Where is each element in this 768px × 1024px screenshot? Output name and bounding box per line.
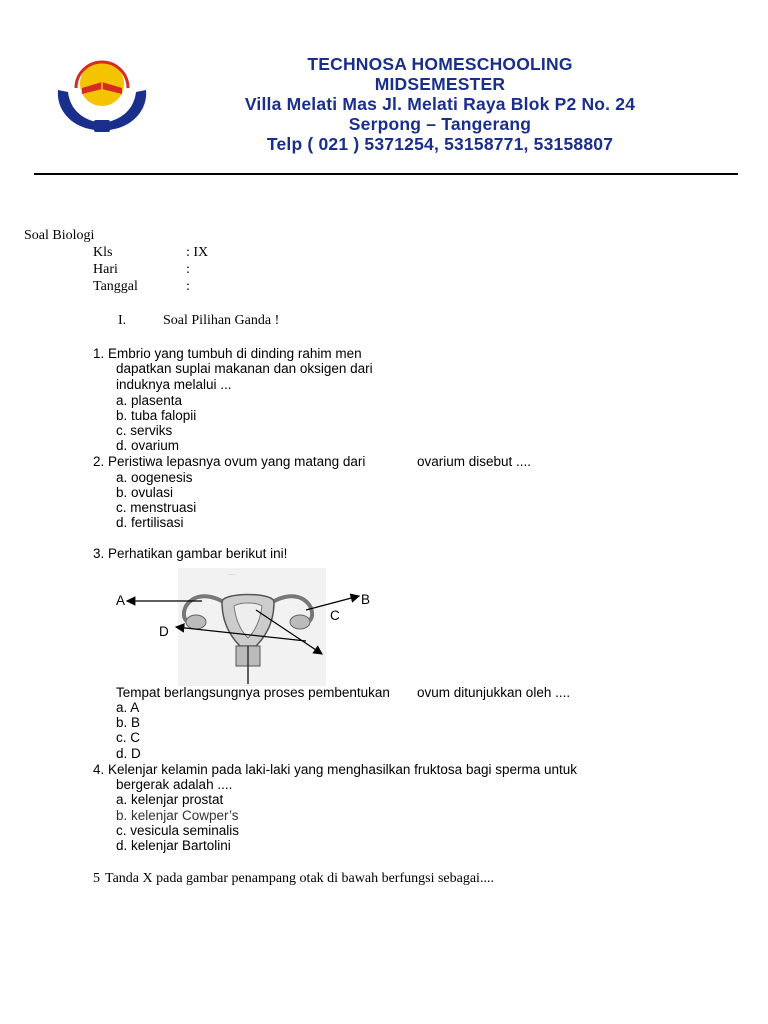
hari-value: : [186, 262, 190, 277]
section-title: Soal Pilihan Ganda ! [163, 313, 280, 328]
q1-number: 1. [93, 346, 105, 361]
kls-label: Kls [93, 245, 113, 260]
q3-option-c: c. C [116, 730, 141, 745]
q2-option-b: b. ovulasi [116, 485, 174, 500]
svg-text:·····: ····· [228, 572, 235, 577]
tanggal-value: : [186, 279, 190, 294]
q3-option-a: a. A [116, 700, 140, 715]
q4-option-a: a. kelenjar prostat [116, 792, 224, 807]
q1-line-3: induknya melalui ... [116, 377, 232, 392]
q3-line-1: Perhatikan gambar berikut ini! [108, 546, 288, 561]
q4-number: 4. [93, 762, 105, 777]
q3-option-b: b. B [116, 715, 141, 730]
q4-line-1: Kelenjar kelamin pada laki-laki yang menghasilkan fruktosa bagi sperma untuk [108, 762, 578, 777]
q4-option-c: c. vesicula seminalis [116, 823, 240, 838]
q2-line-2: ovarium disebut .... [417, 454, 532, 469]
school-header [190, 54, 690, 154]
diagram-label-a: A [116, 593, 126, 608]
hari-label: Hari [93, 262, 118, 277]
exam-title: MIDSEMESTER [374, 74, 506, 94]
diagram-label-c: C [330, 608, 340, 623]
q5-line-1: Tanda X pada gambar penampang otak di bawah berfungsi sebagai.... [105, 871, 494, 886]
q4-option-b: b. kelenjar Cowper’s [116, 808, 239, 823]
address-line-2: Serpong – Tangerang [348, 114, 532, 134]
q2-option-a: a. oogenesis [116, 470, 193, 485]
phone-line: Telp ( 021 ) 5371254, 53158771, 53158807 [266, 134, 614, 154]
q1-line-1: Embrio yang tumbuh di dinding rahim men [108, 346, 362, 361]
q1-line-2: dapatkan suplai makanan dan oksigen dari [116, 361, 373, 376]
kls-value: : IX [186, 245, 209, 260]
school-name: TECHNOSA HOMESCHOOLING [307, 54, 573, 74]
q3-number: 3. [93, 546, 105, 561]
q3-stem-2: ovum ditunjukkan oleh .... [417, 685, 571, 700]
q2-number: 2. [93, 454, 105, 469]
reproductive-system-diagram [110, 566, 370, 688]
q4-option-d: d. kelenjar Bartolini [116, 838, 231, 853]
q1-option-c: c. serviks [116, 423, 173, 438]
school-logo-icon [52, 58, 152, 138]
q4-line-2: bergerak adalah .... [116, 777, 233, 792]
q5-number: 5 [93, 871, 100, 886]
q3-stem-1: Tempat berlangsungnya proses pembentukan [116, 685, 390, 700]
q3-option-d: d. D [116, 746, 141, 761]
diagram-label-b: B [361, 592, 371, 607]
q2-option-c: c. menstruasi [116, 500, 197, 515]
q2-line-1: Peristiwa lepasnya ovum yang matang dari [108, 454, 366, 469]
section-number: I. [118, 313, 127, 328]
subject-title: Soal Biologi [24, 228, 95, 243]
q1-option-d: d. ovarium [116, 438, 180, 453]
q1-option-a: a. plasenta [116, 393, 183, 408]
tanggal-label: Tanggal [93, 279, 138, 294]
q2-option-d: d. fertilisasi [116, 515, 184, 530]
header-divider [34, 173, 738, 175]
diagram-label-d: D [159, 624, 169, 639]
address-line-1: Villa Melati Mas Jl. Melati Raya Blok P2 No. 24 [244, 94, 636, 114]
q1-option-b: b. tuba falopii [116, 408, 197, 423]
